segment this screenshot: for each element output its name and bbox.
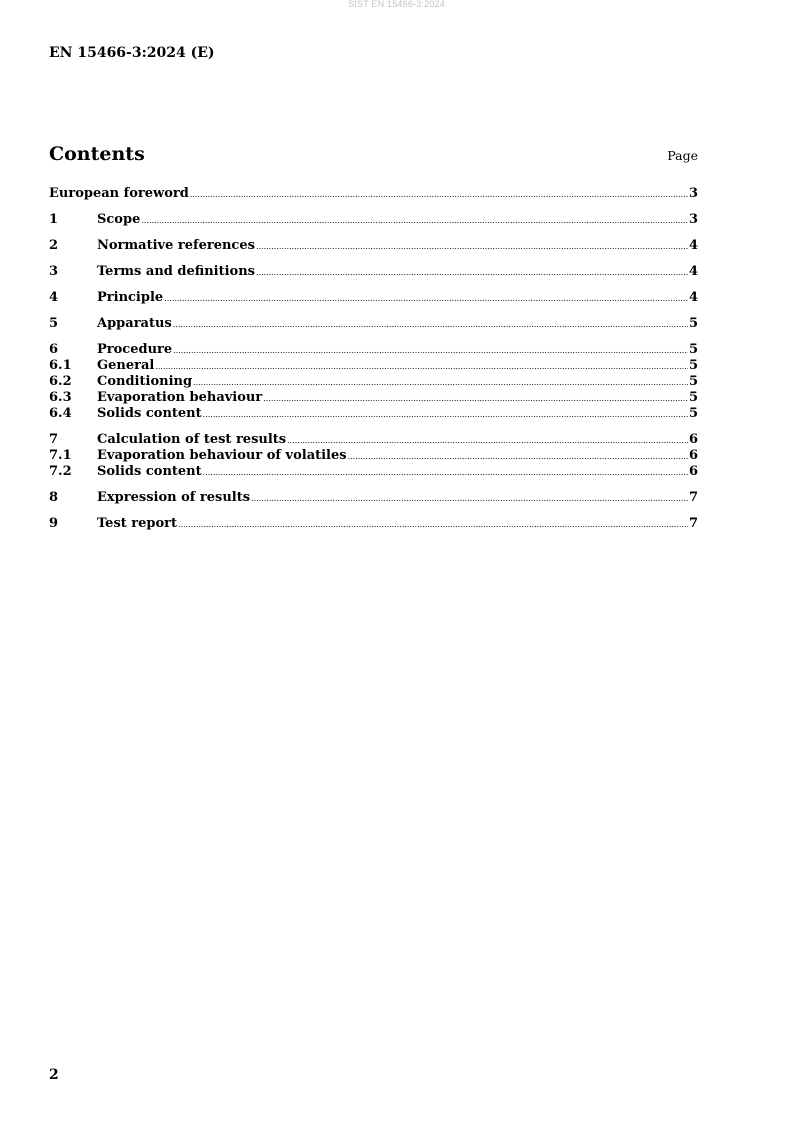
toc-entry-title: Expression of results: [97, 490, 251, 505]
toc-entry-title: Test report: [97, 516, 178, 531]
toc-entry-page: 5: [688, 342, 698, 357]
toc-entry-conditioning[interactable]: [49, 374, 698, 390]
toc-entry-page: 4: [688, 290, 698, 305]
toc-entry-title: Solids content: [97, 464, 202, 479]
toc-entry-page: 3: [688, 212, 698, 227]
toc-entry-evaporation-behaviour[interactable]: [49, 390, 698, 406]
toc-entry-number: 6.4: [49, 406, 72, 421]
toc-leader-dots: [348, 449, 688, 465]
toc-leader-dots: [155, 359, 688, 375]
table-of-contents: [49, 186, 698, 532]
toc-entry-title: Apparatus: [97, 316, 172, 331]
page-column-label: Page: [667, 148, 698, 163]
toc-entry-title: Normative references: [97, 238, 255, 253]
toc-entry-page: 4: [688, 238, 698, 253]
toc-entry-european-foreword[interactable]: [49, 186, 698, 202]
toc-entry-title: Solids content: [97, 406, 202, 421]
toc-entry-page: 4: [688, 264, 698, 279]
toc-entry-number: 3: [49, 264, 59, 279]
document-id-header: EN 15466-3:2024 (E): [49, 45, 215, 61]
toc-leader-dots: [256, 239, 688, 255]
toc-entry-number: 2: [49, 238, 59, 253]
toc-entry-page: 5: [688, 316, 698, 331]
toc-entry-solids-content-calculation[interactable]: [49, 464, 698, 480]
toc-entry-scope[interactable]: [49, 212, 698, 228]
toc-leader-dots: [164, 291, 688, 307]
contents-heading: Contents: [49, 143, 145, 165]
toc-entry-number: 6.1: [49, 358, 72, 373]
toc-entry-principle[interactable]: [49, 290, 698, 306]
toc-entry-page: 6: [688, 448, 698, 463]
toc-entry-page: 5: [688, 374, 698, 389]
toc-entry-page: 5: [688, 390, 698, 405]
toc-leader-dots: [173, 317, 688, 333]
toc-entry-title: Evaporation behaviour: [97, 390, 263, 405]
toc-entry-number: 5: [49, 316, 59, 331]
toc-entry-general[interactable]: [49, 358, 698, 374]
toc-entry-page: 7: [688, 516, 698, 531]
toc-leader-dots: [256, 265, 688, 281]
toc-entry-number: 4: [49, 290, 59, 305]
toc-entry-title: General: [97, 358, 155, 373]
toc-leader-dots: [190, 187, 688, 203]
toc-leader-dots: [263, 391, 688, 407]
toc-leader-dots: [193, 375, 688, 391]
toc-entry-title: Conditioning: [97, 374, 193, 389]
toc-leader-dots: [287, 433, 688, 449]
toc-leader-dots: [203, 465, 688, 481]
toc-entry-page: 5: [688, 358, 698, 373]
toc-entry-title: Principle: [97, 290, 164, 305]
toc-entry-test-report[interactable]: [49, 516, 698, 532]
toc-entry-title: European foreword: [49, 186, 189, 201]
toc-entry-evaporation-behaviour-of-volatiles[interactable]: [49, 448, 698, 464]
toc-leader-dots: [203, 407, 688, 423]
toc-entry-title: Calculation of test results: [97, 432, 287, 447]
toc-entry-page: 7: [688, 490, 698, 505]
toc-entry-number: 7: [49, 432, 59, 447]
page-number: 2: [49, 1067, 59, 1083]
toc-entry-page: 6: [688, 464, 698, 479]
toc-entry-terms-and-definitions[interactable]: [49, 264, 698, 280]
toc-entry-page: 3: [688, 186, 698, 201]
toc-entry-number: 7.2: [49, 464, 72, 479]
toc-entry-calculation-of-test-results[interactable]: [49, 432, 698, 448]
toc-leader-dots: [251, 491, 688, 507]
toc-entry-procedure[interactable]: [49, 342, 698, 358]
toc-entry-apparatus[interactable]: [49, 316, 698, 332]
toc-entry-expression-of-results[interactable]: [49, 490, 698, 506]
toc-leader-dots: [173, 343, 688, 359]
toc-leader-dots: [141, 213, 688, 229]
watermark: SIST EN 15466-3:2024: [348, 0, 445, 9]
toc-leader-dots: [178, 517, 688, 533]
toc-entry-title: Scope: [97, 212, 141, 227]
toc-entry-title: Terms and definitions: [97, 264, 255, 279]
toc-entry-solids-content[interactable]: [49, 406, 698, 422]
toc-entry-number: 6: [49, 342, 59, 357]
toc-entry-number: 7.1: [49, 448, 72, 463]
toc-entry-number: 8: [49, 490, 59, 505]
toc-entry-title: Evaporation behaviour of volatiles: [97, 448, 347, 463]
toc-entry-number: 1: [49, 212, 59, 227]
toc-entry-page: 5: [688, 406, 698, 421]
toc-entry-number: 9: [49, 516, 59, 531]
toc-entry-number: 6.3: [49, 390, 72, 405]
toc-entry-page: 6: [688, 432, 698, 447]
toc-entry-number: 6.2: [49, 374, 72, 389]
toc-entry-title: Procedure: [97, 342, 173, 357]
toc-entry-normative-references[interactable]: [49, 238, 698, 254]
